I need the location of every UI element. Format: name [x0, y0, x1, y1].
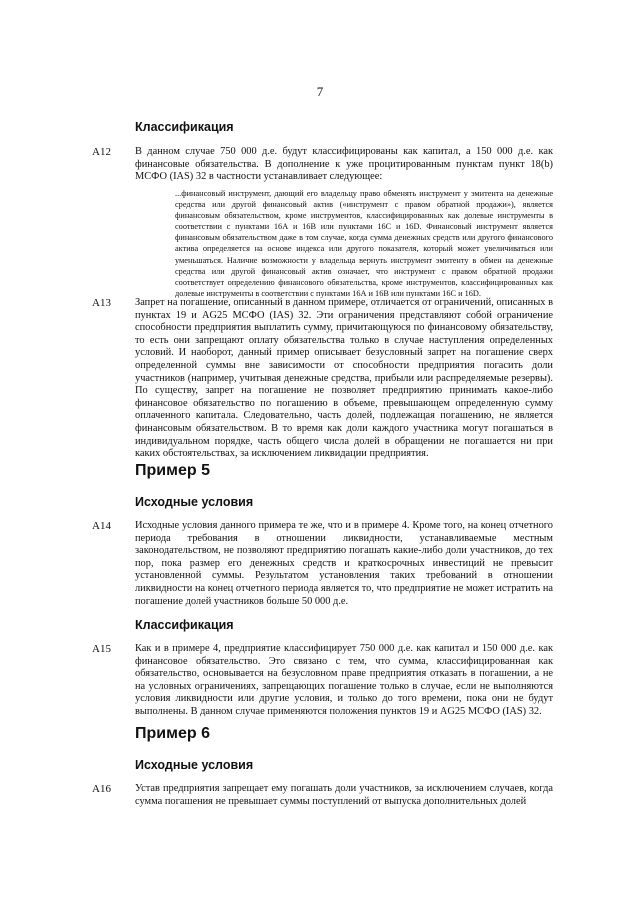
paragraph-a14: Исходные условия данного примера те же, что и в примере 4. Кроме того, на конец отчетного периода требования в отношении ликвидности, устанавливаемые местным законодательством, не позволяют предприятию погашать какие-либо доли участников, до тех пор, пока размер его денежных средств и краткосрочных инвестиций не превысит установленной суммы. Результатом установления таких требований в отношении ликвидности на конец отчетного периода является то, что предприятие не может истратить на погашение долей участников больше 50 000 д.е. [135, 520, 553, 607]
section-heading-initial-conditions: Исходные условия [135, 495, 254, 509]
paragraph-number: A15 [92, 643, 111, 655]
page-number: 7 [316, 84, 324, 99]
paragraph-a12: В данном случае 750 000 д.е. будут классифицированы как капитал, а 150 000 д.е. как финансовые обязательства. В дополнение к уже процитированным пунктам пункт 18(b) МСФО (IAS) 32 в частности устанавливает следующее: [135, 146, 553, 183]
example-heading-5: Пример 5 [135, 462, 210, 479]
paragraph-a15: Как и в примере 4, предприятие классифицирует 750 000 д.е. как капитал и 150 000 д.е. как финансовое обязательство. Это связано с тем, что сумма, классифицированная как обязательство, основывается на безусловном праве предприятия отказать в погашении, а не на условных ограничениях, запрещающих погашение только в случае, если не выполняются условия ликвидности или другие условия, и только до того времени, пока они не будут выполнены. В данном случае применяются положения пунктов 19 и AG25 МСФО (IAS) 32. [135, 643, 553, 717]
section-heading-classification: Классификация [135, 618, 234, 632]
paragraph-a16: Устав предприятия запрещает ему погашать доли участников, за исключением случаев, когда сумма погашения не превышает суммы поступлений от выпуска дополнительных долей [135, 783, 553, 807]
paragraph-a13: Запрет на погашение, описанный в данном примере, отличается от ограничений, описанных в пунктах 19 и AG25 МСФО (IAS) 32. Эти ограничения представляют собой ограничение способности предприятия выплатить сумму, причитающуюся по финансовому обязательству, то есть они запрещают оплату обязательства только в случае наступления определенных условий. И наоборот, данный пример описывает безусловный запрет на погашение сверх определенной суммы вне зависимости от способности предприятия погасить доли участников (например, учитывая денежные средства, прибыли или распределяемые резервы). По существу, запрет на погашение не позволяет предприятию принимать какое-либо финансовое обязательство по погашению в объеме, превышающем определенную сумму оплаченного капитала. Следовательно, часть долей, подлежащая погашению, не является финансовым обязательством. В то время как доли каждого участника могут погашаться в индивидуальном порядке, часть общего числа долей в обращении не погашается ни при каких обстоятельствах, за исключением ликвидации предприятия. [135, 297, 553, 460]
paragraph-number: A13 [92, 297, 111, 309]
paragraph-number: A14 [92, 520, 111, 532]
example-heading-6: Пример 6 [135, 725, 210, 742]
paragraph-number: A12 [92, 146, 111, 158]
section-heading-classification: Классификация [135, 120, 234, 134]
paragraph-number: A16 [92, 783, 111, 795]
section-heading-initial-conditions: Исходные условия [135, 758, 254, 772]
quote-block: ...финансовый инструмент, дающий его владельцу право обменять инструмент у эмитента на денежные средства или другой финансовый актив («инструмент с правом обратной продажи»), является финансовым обязательством, кроме инструментов, классифицированных как долевые инструменты в соответствии с пунктами 16А и 16В или пунктами 16С и 16D. Финансовый инструмент является финансовым обязательством даже в том случае, когда сумма денежных средств или другого финансового актива определяется на основе индекса или другого показателя, который может увеличиваться или уменьшаться. Наличие возможности у владельца вернуть инструмент эмитенту в обмен на денежные средства или другой финансовый актив означает, что инструмент с правом обратной продажи соответствует определению финансового обязательства, кроме инструментов, классифицированных как долевые инструменты в соответствии с пунктами 16А и 16В или пунктами 16С и 16D. [175, 189, 553, 298]
